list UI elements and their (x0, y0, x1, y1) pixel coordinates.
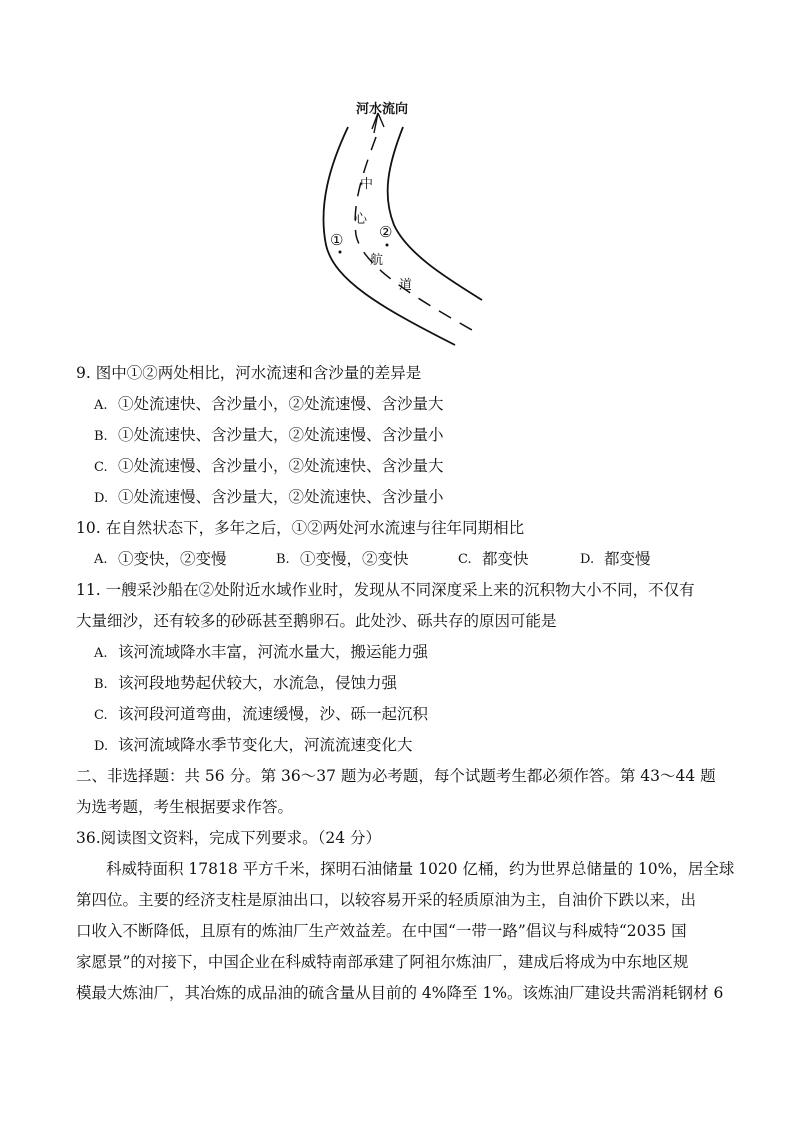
channel-char-2: 心 (354, 212, 368, 227)
right-bank (388, 127, 482, 300)
q10-option-b[interactable]: B. ①变慢，②变快 (276, 550, 409, 568)
location-marker-1: ① (330, 231, 344, 249)
q9-stem: 9. 图中①②两处相比，河水流速和含沙量的差异是 (76, 364, 422, 382)
flow-direction-label: 河水流向 (356, 102, 409, 117)
q11-option-b[interactable]: B. 该河段地势起伏较大，水流急，侵蚀力强 (94, 674, 398, 692)
q36-paragraph-line-3: 口收入不断降低，且原有的炼油厂生产效益差。在中国“一带一路”倡议与科威特“2035 国 (76, 922, 687, 940)
channel-char-3: 航 (370, 253, 384, 268)
section-2-heading-line-1: 二、非选择题：共 56 分。第 36～37 题为必考题，每个试题考生都必须作答。第 43～44 题 (76, 767, 716, 785)
q36-paragraph-line-1: 科威特面积 17818 平方千米，探明石油储量 1020 亿桶，约为世界总储量的 10%，居全球 (106, 860, 735, 878)
channel-char-4: 道 (399, 278, 413, 293)
q11-option-c[interactable]: C. 该河段河道弯曲，流速缓慢，沙、砾一起沉积 (94, 705, 429, 723)
q10-option-a[interactable]: A. ①变快，②变慢 (94, 550, 227, 568)
q36-stem: 36.阅读图文资料，完成下列要求。（24 分） (76, 829, 382, 847)
q10-stem: 10. 在自然状态下，多年之后，①②两处河水流速与往年同期相比 (76, 519, 525, 537)
center-channel-line (355, 137, 472, 330)
q10-option-c[interactable]: C. 都变快 (458, 550, 529, 568)
q11-stem-line-2: 大量细沙，还有较多的砂砾甚至鹅卵石。此处沙、砾共存的原因可能是 (76, 612, 557, 630)
river-diagram (300, 95, 490, 355)
q9-option-b[interactable]: B. ①处流速快、含沙量大，②处流速慢、含沙量小 (94, 426, 444, 444)
river-channel-figure (300, 95, 490, 355)
q9-option-a[interactable]: A. ①处流速快、含沙量小，②处流速慢、含沙量大 (94, 395, 444, 413)
q36-paragraph-line-4: 家愿景”的对接下，中国企业在科威特南部承建了阿祖尔炼油厂，建成后将成为中东地区规 (76, 953, 689, 971)
q10-option-d[interactable]: D. 都变慢 (580, 550, 651, 568)
channel-char-1: 中 (360, 177, 374, 192)
section-2-heading-line-2: 为选考题，考生根据要求作答。 (76, 798, 294, 816)
q11-stem-line-1: 11. 一艘采沙船在②处附近水域作业时，发现从不同深度采上来的沉积物大小不同，不仅有 (76, 581, 695, 599)
q9-option-d[interactable]: D. ①处流速慢、含沙量大，②处流速快、含沙量小 (94, 488, 444, 506)
question-content (76, 358, 735, 1009)
q36-paragraph-line-2: 第四位。主要的经济支柱是原油出口，以较容易开采的轻质原油为主，自油价下跌以来，出 (76, 891, 697, 909)
location-marker-2: ② (379, 223, 393, 241)
q36-paragraph-line-5: 模最大炼油厂，其冶炼的成品油的硫含量从目前的 4%降至 1%。该炼油厂建设共需消耗钢材 6 (76, 984, 724, 1002)
q11-option-a[interactable]: A. 该河流域降水丰富，河流水量大，搬运能力强 (94, 643, 429, 661)
q11-option-d[interactable]: D. 该河流域降水季节变化大，河流流速变化大 (94, 736, 413, 754)
q10-options (76, 544, 726, 575)
q9-option-c[interactable]: C. ①处流速慢、含沙量小，②处流速快、含沙量大 (94, 457, 444, 475)
